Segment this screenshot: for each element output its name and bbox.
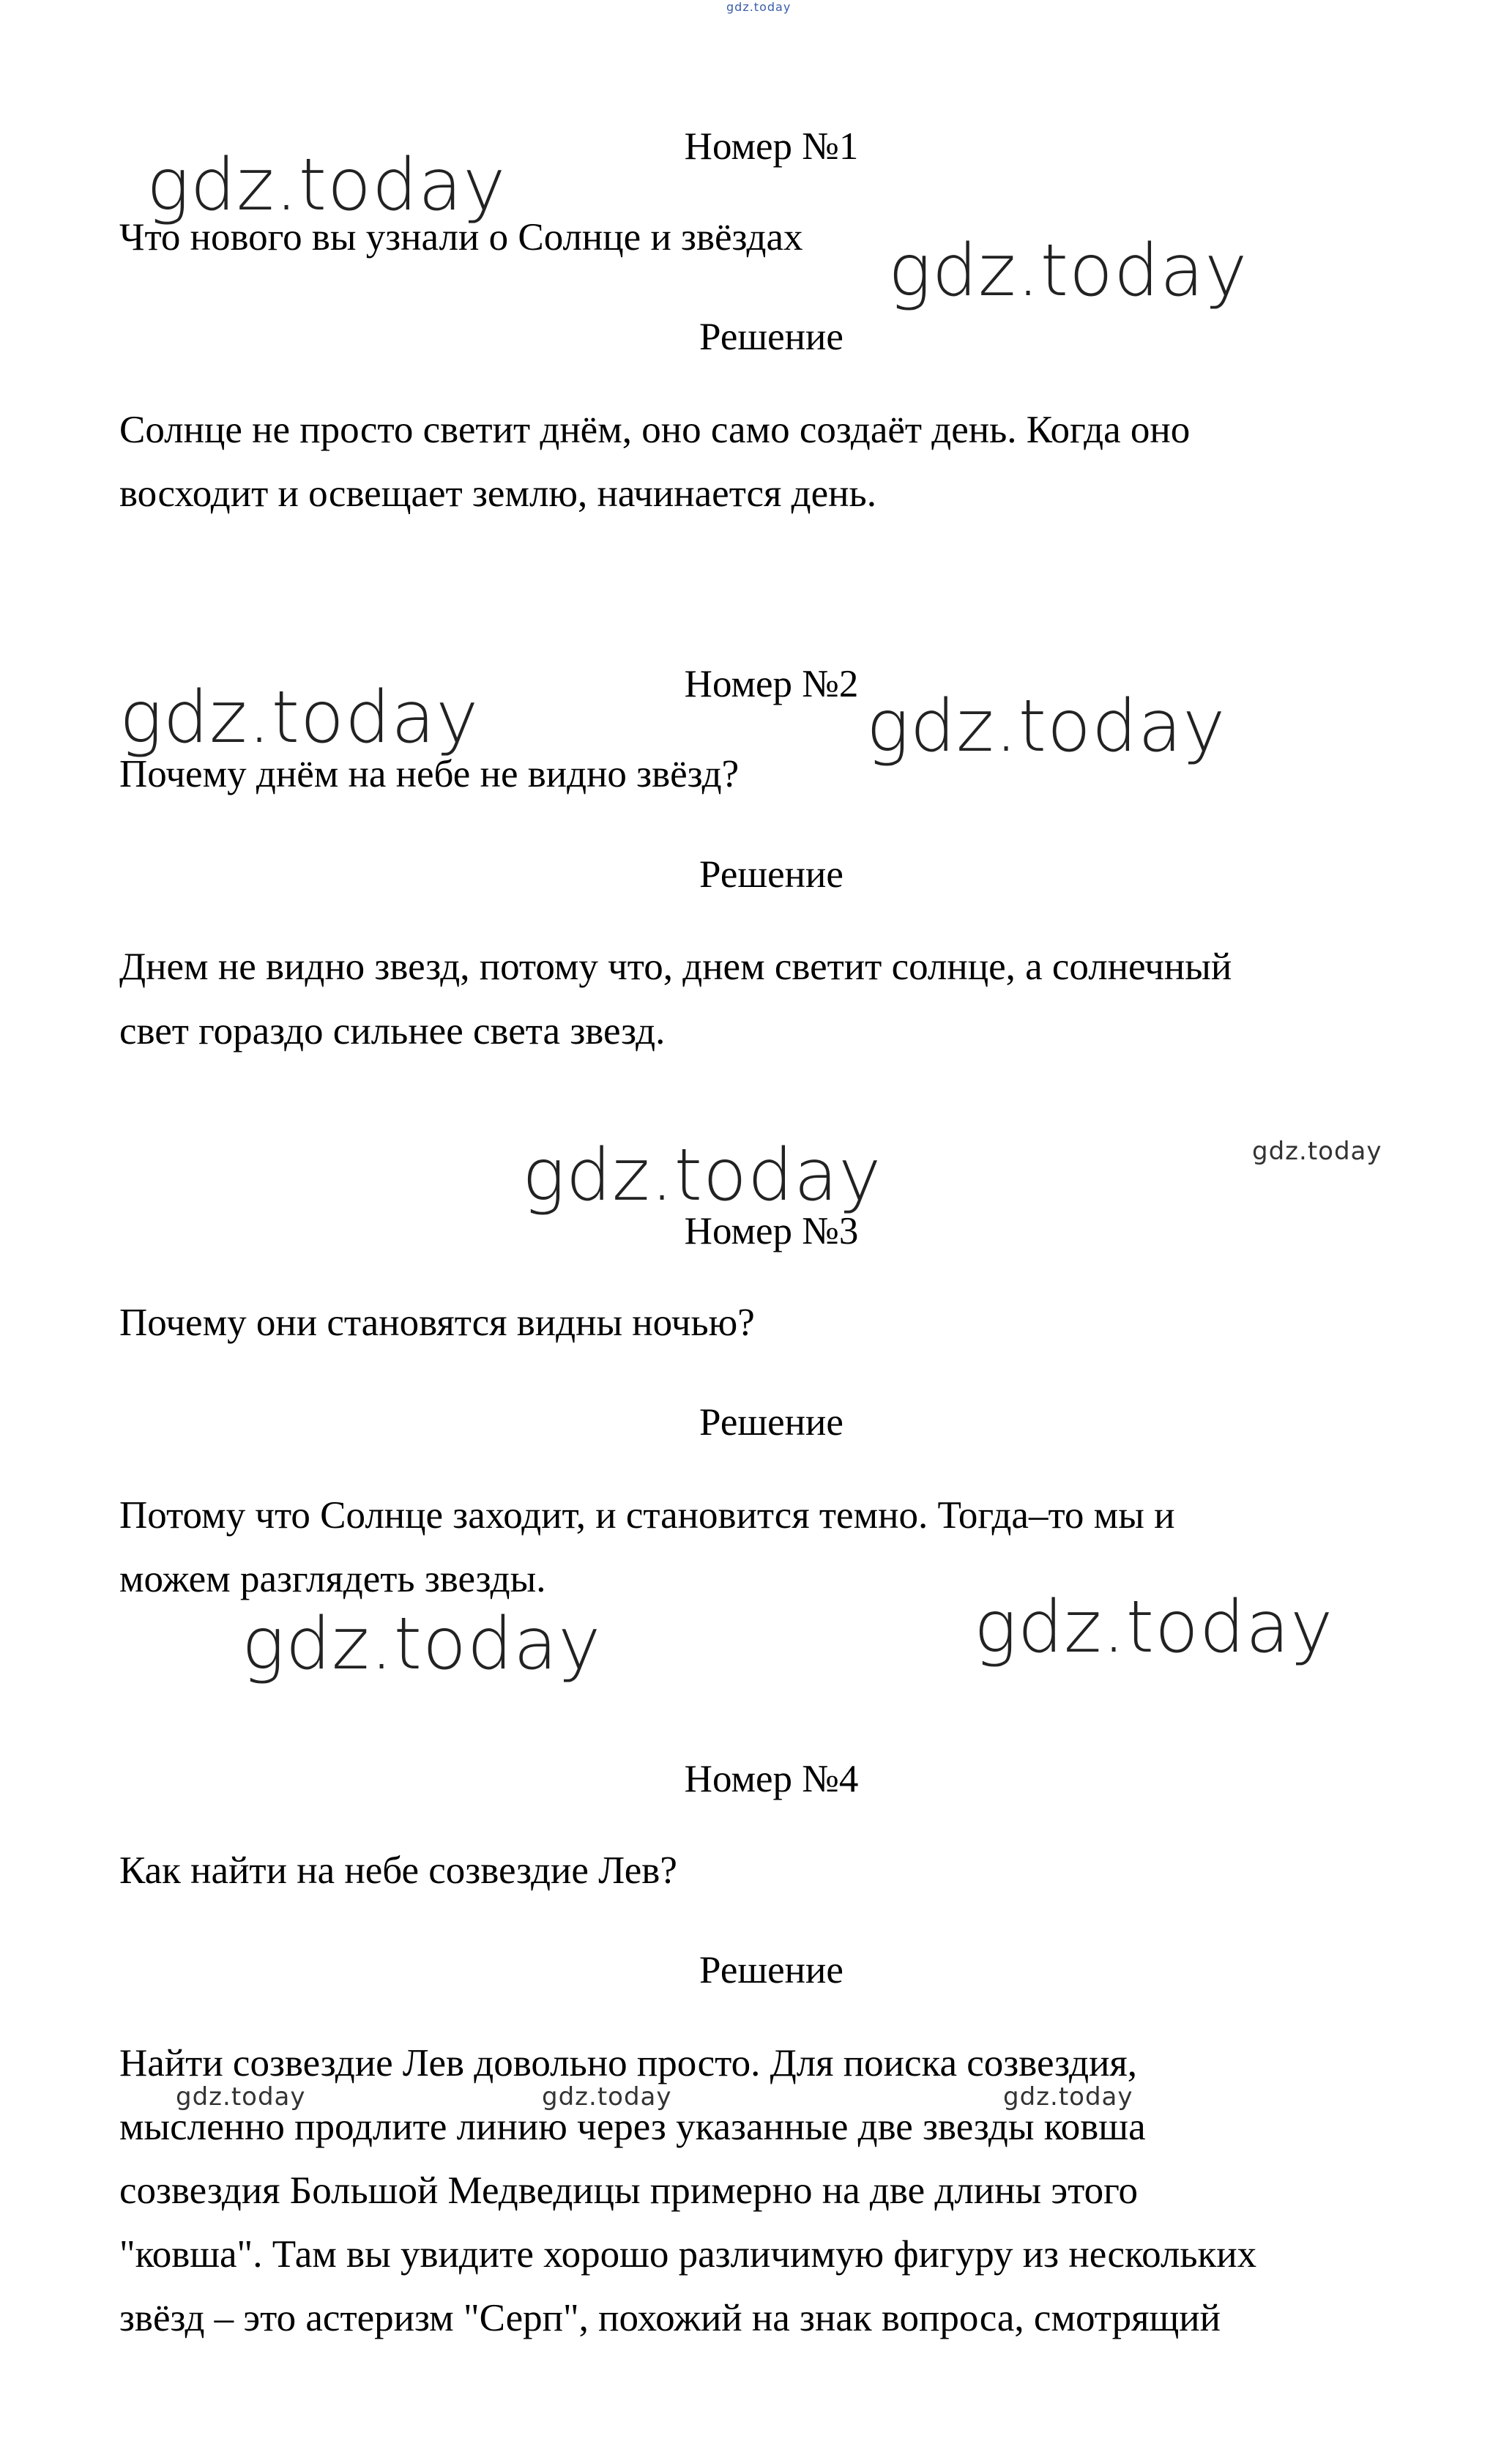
section-1-answer-line-2: восходит и освещает землю, начинается день. <box>119 472 876 515</box>
watermark-small: gdz.today <box>1252 1137 1382 1166</box>
watermark-big: gdz.today <box>146 144 507 227</box>
section-2-answer-line-1: Днем не видно звезд, потому что, днем светит солнце, а солнечный <box>119 946 1232 988</box>
section-1-heading: Номер №1 <box>684 125 859 168</box>
section-4-answer-line-5: звёзд – это астеризм "Серп", похожий на знак вопроса, смотрящий <box>119 2297 1221 2339</box>
section-1-answer-line-1: Солнце не просто светит днём, оно само создаёт день. Когда оно <box>119 409 1191 451</box>
section-2-answer-line-2: свет гораздо сильнее света звезд. <box>119 1010 666 1052</box>
section-4-heading: Номер №4 <box>684 1758 859 1800</box>
section-1-solution-label: Решение <box>699 316 843 358</box>
watermark-big: gdz.today <box>522 1134 882 1217</box>
section-3-question: Почему они становятся видны ночью? <box>119 1302 755 1344</box>
watermark-big: gdz.today <box>974 1586 1334 1669</box>
watermark-big: gdz.today <box>888 229 1248 313</box>
section-4-question: Как найти на небе созвездие Лев? <box>119 1849 677 1892</box>
section-2-solution-label: Решение <box>699 853 843 896</box>
section-3-solution-label: Решение <box>699 1401 843 1444</box>
watermark-small: gdz.today <box>542 2082 672 2112</box>
section-4-solution-label: Решение <box>699 1949 843 1991</box>
section-3-answer-line-2: можем разглядеть звезды. <box>119 1558 546 1600</box>
watermark-small: gdz.today <box>1003 2082 1133 2112</box>
section-2-heading: Номер №2 <box>684 663 859 705</box>
section-1-question: Что нового вы узнали о Солнце и звёздах <box>119 216 803 259</box>
watermark-big: gdz.today <box>866 685 1226 768</box>
section-2-question: Почему днём на небе не видно звёзд? <box>119 753 740 795</box>
section-4-answer-line-3: созвездия Большой Медведицы примерно на две длины этого <box>119 2169 1138 2212</box>
section-4-answer-line-1: Найти созвездие Лев довольно просто. Для поиска созвездия, <box>119 2042 1138 2084</box>
watermark-big: gdz.today <box>119 676 480 760</box>
watermark-big: gdz.today <box>242 1603 602 1686</box>
watermark-small: gdz.today <box>176 2082 306 2112</box>
section-3-answer-line-1: Потому что Солнце заходит, и становится темно. Тогда–то мы и <box>119 1494 1175 1537</box>
section-4-answer-line-4: "ковша". Там вы увидите хорошо различимую фигуру из нескольких <box>119 2233 1257 2276</box>
section-3-heading: Номер №3 <box>684 1210 859 1252</box>
top-watermark: gdz.today <box>726 0 792 14</box>
section-4-answer-line-2: мысленно продлите линию через указанные две звезды ковша <box>119 2106 1146 2148</box>
